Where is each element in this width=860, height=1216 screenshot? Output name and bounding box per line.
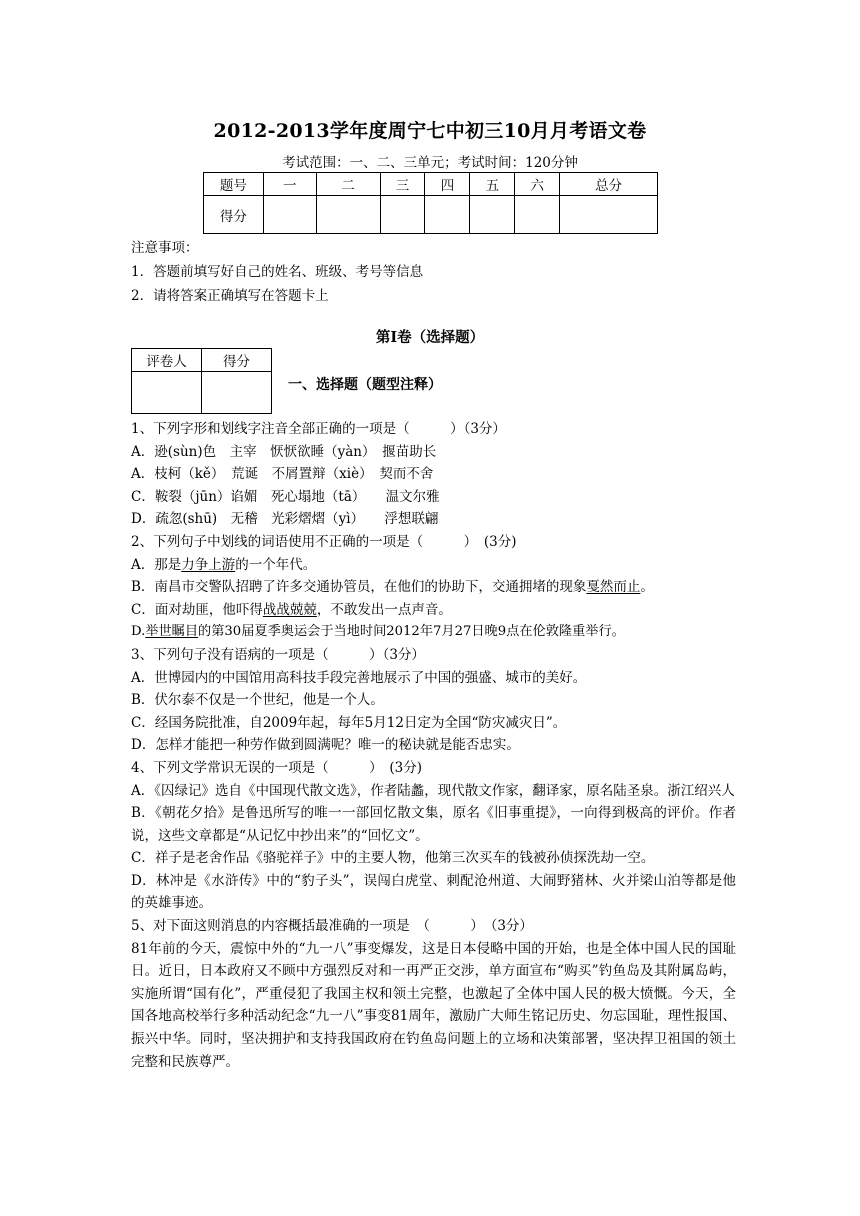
grader-header: 得分 [202, 349, 272, 372]
score-cell [380, 196, 425, 234]
score-header-cell: 一 [263, 173, 316, 196]
question-option: B．南昌市交警队招聘了许多交通协管员，在他们的协助下，交通拥堵的现象戛然而止。 [131, 579, 654, 596]
question-option: B．《朝花夕拾》是鲁迅所写的唯一一部回忆散文集，原名《旧事重提》，一向得到极高的评价。作者说，这些文章都是“从记忆中抄出来”的“回忆文”。 [131, 805, 736, 844]
score-header-cell: 六 [515, 173, 560, 196]
grader-cell [202, 372, 272, 414]
score-header-cell: 题号 [204, 173, 264, 196]
question-stem: 5、对下面这则消息的内容概括最准确的一项是 （ ） （3分） [131, 918, 533, 935]
score-header-cell: 二 [316, 173, 380, 196]
score-cell [263, 196, 316, 234]
question-option: D．疏忽(shū) 无稽 光彩熠熠（yì） 浮想联翩 [131, 511, 439, 528]
grader-cell [132, 372, 202, 414]
question-option: D．林冲是《水浒传》中的“豹子头”，误闯白虎堂、刺配沧州道、大闹野猪林、火并梁山泊等都是他的英雄事迹。 [131, 872, 736, 912]
score-cell [515, 196, 560, 234]
score-cell [316, 196, 380, 234]
underlined-term: 力争上游 [181, 556, 236, 573]
notes-section [131, 236, 423, 308]
grader-table [131, 348, 272, 414]
exam-title: 2012-2013学年度周宁七中初三10月月考语文卷 [213, 120, 647, 142]
score-header-cell: 总分 [560, 173, 658, 196]
question-stem: 4、下列文学常识无误的一项是（ ） (3分) [131, 759, 422, 776]
score-header-cell: 五 [470, 173, 515, 196]
question-option: D．怎样才能把一种劳作做到圆满呢？唯一的秘诀就是能否忠实。 [131, 737, 520, 754]
underlined-term: 戛然而止 [586, 579, 641, 596]
question-option: B．伏尔泰不仅是一个世纪，他是一个人。 [131, 692, 384, 709]
question-option: D.举世瞩目的第30届夏季奥运会于当地时间2012年7月27日晚9点在伦敦隆重举行。 [131, 624, 625, 640]
score-cell [470, 196, 515, 234]
question-stem: 2、下列句子中划线的词语使用不正确的一项是（ ） (3分) [131, 533, 517, 550]
score-cell [425, 196, 470, 234]
underlined-term: 举世瞩目 [145, 624, 199, 640]
question-option: A．枝柯（kě） 荒诞 不屑置辩（xiè） 契而不舍 [131, 466, 434, 483]
score-table-header-row [204, 173, 658, 196]
question-stem: 1、下列字形和划线字注音全部正确的一项是（ ）（3分） [131, 421, 506, 437]
exam-subtitle: 考试范围：一、二、三单元；考试时间：120分钟 [282, 155, 578, 171]
grader-header: 评卷人 [132, 349, 202, 372]
part-title: 第I卷（选择题） [375, 329, 485, 346]
score-table-score-row [204, 196, 658, 234]
score-row-label: 得分 [204, 196, 264, 234]
notes-item: 2．请将答案正确填写在答题卡上 [131, 288, 329, 304]
section-title: 一、选择题（题型注释） [288, 377, 442, 393]
score-table [203, 172, 658, 234]
score-cell [560, 196, 658, 234]
question-passage: 81年前的今天，震惊中外的“九一八”事变爆发，这是日本侵略中国的开始，也是全体中国人民的国耻日。近日，日本政府又不顾中方强烈反对和一再严正交涉，单方面宣布“购买”钓鱼岛及其附属岛屿，实施所谓“国有化”，严重侵犯了我国主权和领土完整，也激起了全体中国人民的极大愤慨。今天，全国各地高校举行多种活动纪念“九一八”事变81周年，激励广大师生铭记历史、勿忘国耻，理性报国、振兴中华。同时，坚决拥护和支持我国政府在钓鱼岛问题上的立场和决策部署，坚决捍卫祖国的领土完整和民族尊严。 [131, 940, 736, 1070]
question-option: A．《囚绿记》选自《中国现代散文选》，作者陆蠡，现代散文作家，翻译家，原名陆圣泉。浙江绍兴人 [131, 782, 735, 799]
notes-heading: 注意事项： [131, 240, 199, 256]
score-header-cell: 四 [425, 173, 470, 196]
underlined-term: 战战兢兢 [262, 601, 317, 618]
question-option: C．经国务院批准，自2009年起，每年5月12日定为全国“防灾减灾日”。 [131, 714, 567, 731]
question-option: C．祥子是老舍作品《骆驼祥子》中的主要人物，他第三次买车的钱被孙侦探洗劫一空。 [131, 850, 655, 867]
question-option: C．鞍裂（jūn）谄媚 死心塌地（tā） 温文尔雅 [131, 488, 440, 505]
questions-body [131, 418, 736, 1073]
question-option: A．世博园内的中国馆用高科技手段完善地展示了中国的强盛、城市的美好。 [131, 669, 587, 686]
notes-item: 1．答题前填写好自己的姓名、班级、考号等信息 [131, 264, 424, 280]
question-option: C．面对劫匪，他吓得战战兢兢，不敢发出一点声音。 [131, 601, 452, 618]
question-stem: 3、下列句子没有语病的一项是（ ）（3分） [131, 646, 425, 663]
score-header-cell: 三 [380, 173, 425, 196]
question-option: A．那是力争上游的一个年代。 [131, 556, 317, 573]
question-option: A．逊(sùn)色 主宰 恹恹欲睡（yàn） 揠苗助长 [131, 443, 437, 460]
